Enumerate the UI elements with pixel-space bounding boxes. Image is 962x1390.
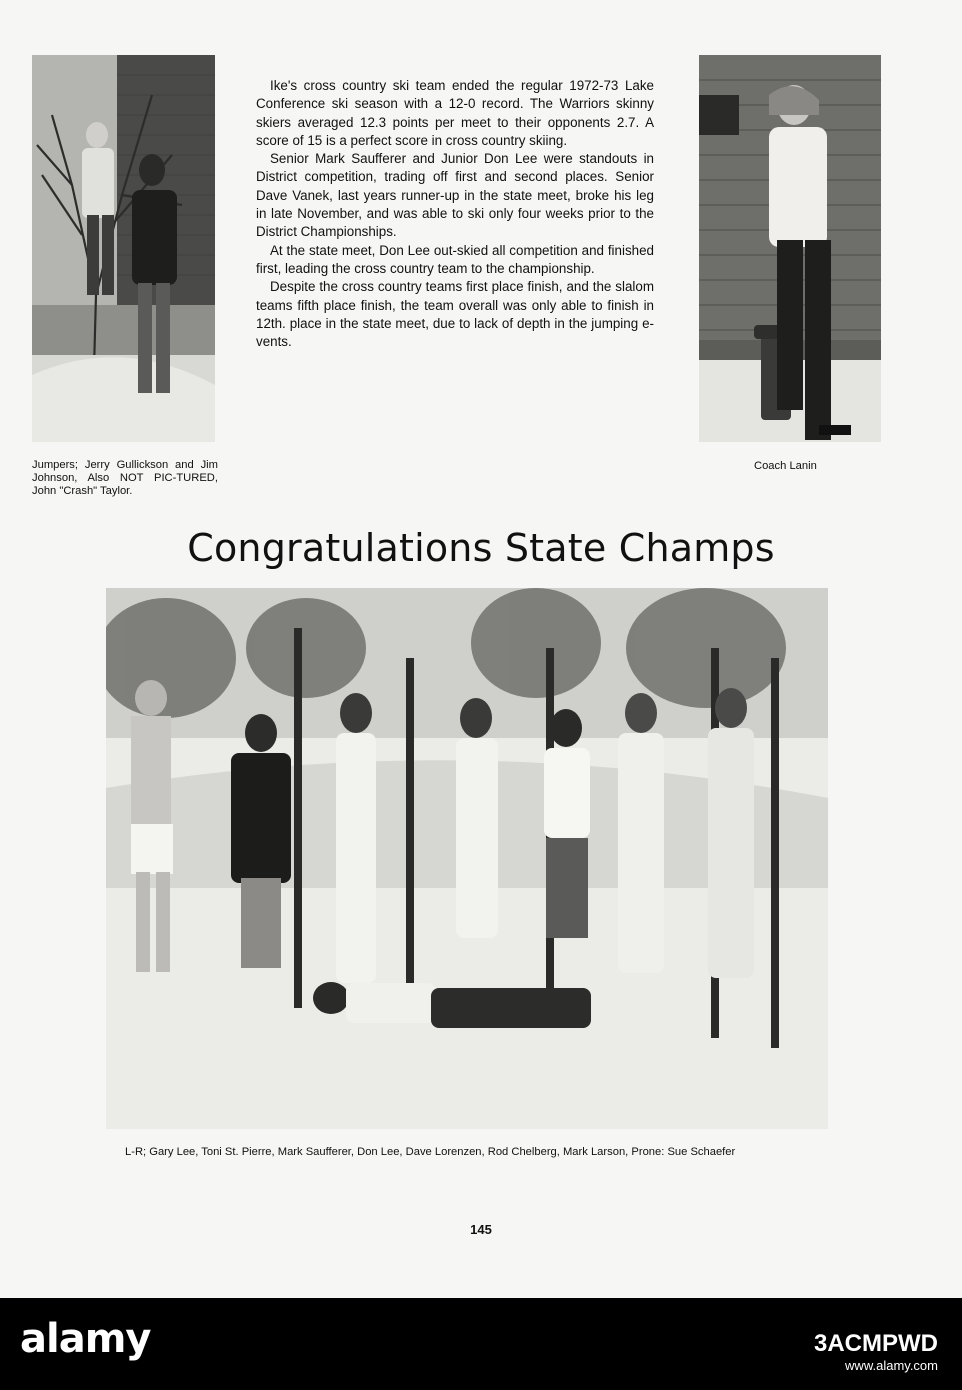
- page-headline: Congratulations State Champs: [187, 526, 775, 570]
- stock-site: www.alamy.com: [845, 1358, 938, 1373]
- article-paragraph: Senior Mark Saufferer and Junior Don Lee were standouts in District competition, trading off first and second places. Senior Dave Vanek, last years runner-up in the state meet, broke his leg in late November, and was able to ski only four weeks prior to the District Championships.: [256, 151, 654, 240]
- stock-image-id: 3ACMPWD: [814, 1330, 938, 1357]
- page-number: 145: [470, 1222, 492, 1237]
- caption-jumpers: Jumpers; Jerry Gullickson and Jim Johnson, Also NOT PIC-TURED, John "Crash" Taylor.: [32, 459, 218, 497]
- stock-logo: alamy: [20, 1316, 151, 1362]
- caption-team: L-R; Gary Lee, Toni St. Pierre, Mark Saufferer, Don Lee, Dave Lorenzen, Rod Chelberg, Mark Larson, Prone: Sue Schaefer: [125, 1146, 736, 1158]
- photo-team: [106, 588, 828, 1129]
- photo-coach: [699, 55, 881, 442]
- photo-team-image: [106, 588, 828, 1129]
- photo-coach-image: [699, 55, 881, 442]
- article-paragraph: Ike's cross country ski team ended the regular 1972-73 Lake Conference ski season with a 12-0 record. The Warriors skinny skiers averaged 12.3 points per meet to their opponents 2.7. A score of 15 is a perfect score in cross country skiing.: [256, 78, 654, 148]
- article-paragraph: Despite the cross country teams first place finish, and the slalom teams fifth place finish, the team overall was only able to finish in 12th. place in the state meet, due to lack of depth in the jumping e-vents.: [256, 279, 654, 350]
- photo-jumpers-image: [32, 55, 215, 442]
- caption-coach: Coach Lanin: [754, 460, 817, 472]
- article-body: [256, 77, 654, 351]
- photo-jumpers: [32, 55, 215, 442]
- article-paragraph: At the state meet, Don Lee out-skied all competition and finished first, leading the cross country team to the championship.: [256, 242, 654, 276]
- stock-meta: [814, 1330, 938, 1374]
